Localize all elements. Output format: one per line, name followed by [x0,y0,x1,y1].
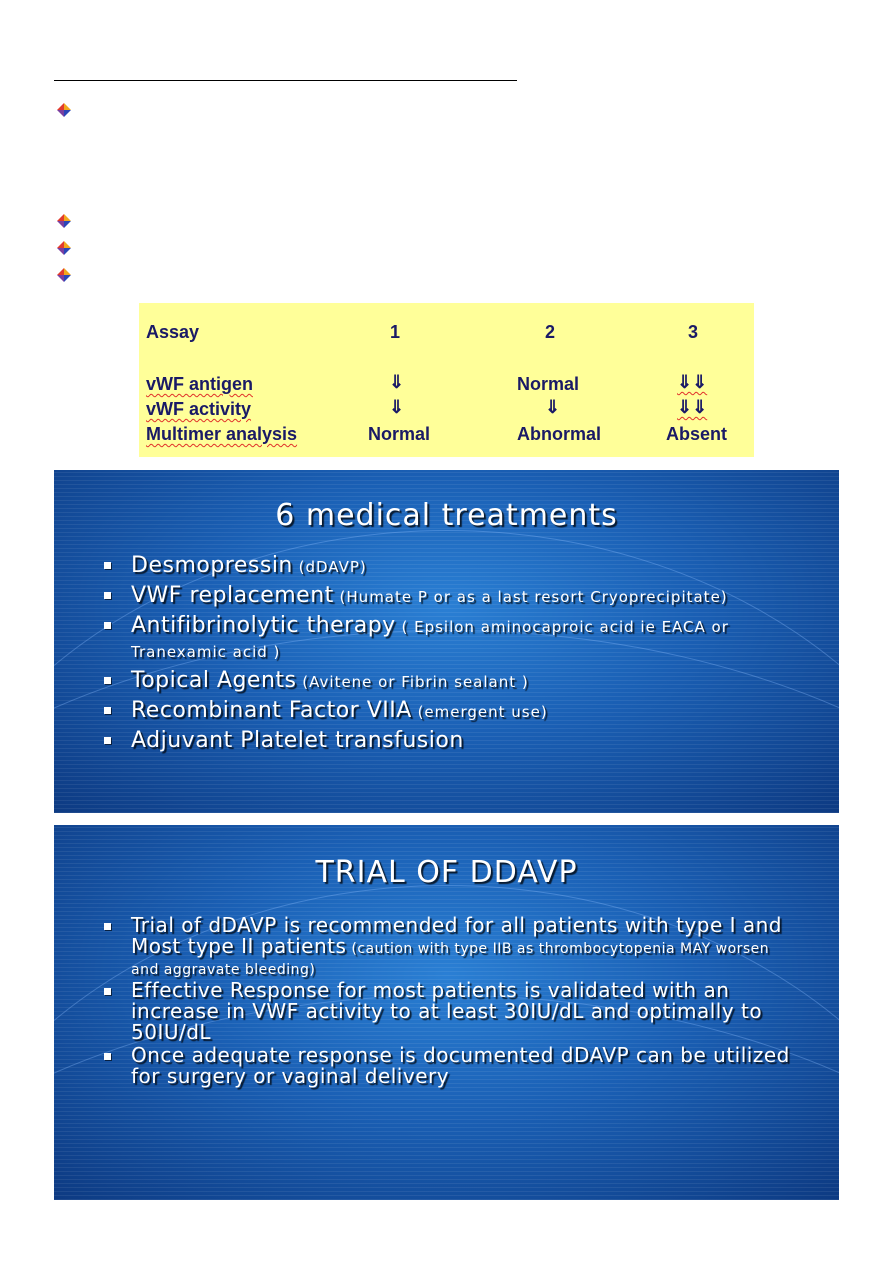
row-label-multimer-analysis: Multimer analysis [146,424,298,444]
list-item: Adjuvant Platelet transfusion [104,729,799,754]
four-color-diamond-bullet-icon [56,213,72,229]
square-bullet-icon [104,707,111,714]
slide-title: TRIAL OF DDAVP [315,855,578,890]
multimer-type3-value: Absent [666,424,728,444]
slide-medical-treatments [54,470,839,813]
square-bullet-icon [104,923,111,930]
antigen-type2-value: Normal [517,374,580,394]
activity-type2-value: ⇓ [545,397,561,417]
list-item: VWF replacement (Humate P or as a last resort Cryoprecipitate) [104,584,799,609]
slide-title: 6 medical treatments [275,498,618,533]
list-item: Trial of dDAVP is recommended for all patients with type I and Most type II patients (caution with type IIB as thrombocytopenia MAY worsen and aggravate bleeding) [104,915,799,978]
square-bullet-icon [104,1053,111,1060]
square-bullet-icon [104,988,111,995]
four-color-diamond-bullet-icon [56,240,72,256]
list-item: Once adequate response is documented dDAVP can be utilized for surgery or vaginal delivery [104,1045,799,1087]
list-item: Topical Agents (Avitene or Fibrin sealant ) [104,669,799,694]
list-item: Desmopressin (dDAVP) [104,554,799,579]
square-bullet-icon [104,562,111,569]
table-header-type1: 1 [390,322,401,342]
four-color-diamond-bullet-icon [56,267,72,283]
antigen-type3-value: ⇓⇓ [677,372,708,392]
vwf-assay-table [139,303,754,457]
activity-type1-value: ⇓ [389,397,405,417]
row-label-vwf-antigen: vWF antigen [146,374,253,394]
table-header-assay: Assay [146,322,200,342]
square-bullet-icon [104,622,111,629]
row-label-vwf-activity: vWF activity [146,399,252,419]
list-item: Recombinant Factor VIIA (emergent use) [104,699,799,724]
section-underline [54,80,517,81]
square-bullet-icon [104,592,111,599]
multimer-type1-value: Normal [368,424,431,444]
list-item: Antifibrinolytic therapy ( Epsilon aminocaproic acid ie EACA or Tranexamic acid ) [104,614,799,664]
list-item: Effective Response for most patients is validated with an increase in VWF activity to at least 30IU/dL and optimally to 50IU/dL [104,980,799,1043]
table-header-type2: 2 [545,322,556,342]
four-color-diamond-bullet-icon [56,102,72,118]
slide-trial-of-ddavp [54,825,839,1200]
activity-type3-value: ⇓⇓ [677,397,708,417]
treatment-list [104,554,799,759]
multimer-type2-value: Abnormal [517,424,602,444]
square-bullet-icon [104,737,111,744]
square-bullet-icon [104,677,111,684]
ddavp-list [104,915,799,1089]
antigen-type1-value: ⇓ [389,372,405,392]
table-header-type3: 3 [688,322,699,342]
